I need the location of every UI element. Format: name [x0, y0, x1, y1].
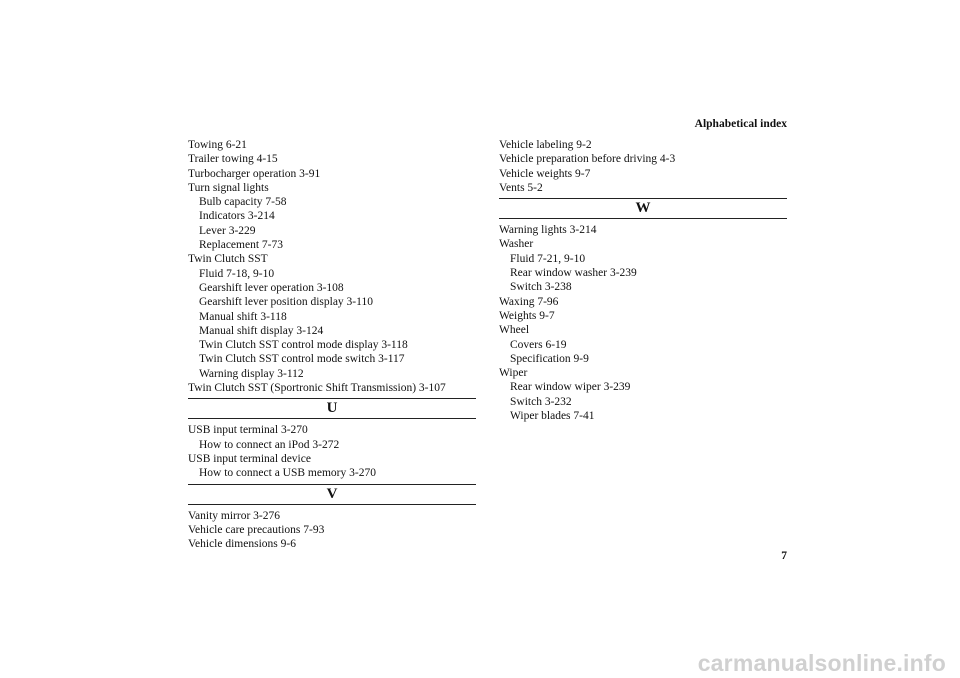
index-entry: USB input terminal device: [188, 452, 311, 465]
index-subentry: How to connect an iPod 3-272: [199, 438, 340, 451]
index-entry: Twin Clutch SST: [188, 253, 268, 266]
index-entry: Weights 9-7: [499, 309, 555, 322]
section-letter: W: [499, 198, 787, 219]
index-entry: Wheel: [499, 324, 530, 337]
index-subentry: How to connect a USB memory 3-270: [199, 467, 376, 480]
index-entry: Waxing 7-96: [499, 295, 559, 308]
watermark-url: carmanualsonline.info: [697, 650, 946, 676]
index-entry: Vehicle care precautions 7-93: [188, 523, 325, 536]
index-entry: Warning lights 3-214: [499, 224, 597, 237]
section-letter: V: [188, 484, 476, 505]
index-subentry: Rear window washer 3-239: [510, 267, 637, 280]
index-subentry: Rear window wiper 3-239: [510, 381, 631, 394]
index-subentry: Lever 3-229: [199, 224, 256, 237]
index-entry: Twin Clutch SST (Sportronic Shift Transmission) 3-107: [188, 382, 446, 395]
index-subentry: Twin Clutch SST control mode switch 3-117: [199, 353, 405, 366]
index-entry: Vanity mirror 3-276: [188, 509, 280, 522]
index-subentry: Specification 9-9: [510, 352, 589, 365]
index-subentry: Manual shift 3-118: [199, 310, 287, 323]
index-subentry: Covers 6-19: [510, 338, 567, 351]
index-entry: Vehicle preparation before driving 4-3: [499, 153, 676, 166]
index-subentry: Manual shift display 3-124: [199, 324, 324, 337]
running-header: Alphabetical index: [694, 118, 787, 130]
index-subentry: Replacement 7-73: [199, 239, 283, 252]
index-subentry: Indicators 3-214: [199, 210, 275, 223]
index-entry: Turbocharger operation 3-91: [188, 167, 321, 180]
index-column-right: [499, 138, 787, 423]
index-entry: Washer: [499, 238, 534, 251]
index-entry: Turn signal lights: [188, 181, 269, 194]
index-subentry: Wiper blades 7-41: [510, 410, 595, 423]
index-entry: Vehicle labeling 9-2: [499, 139, 592, 151]
index-column-left: [188, 138, 476, 551]
page-number: 7: [781, 550, 787, 562]
index-entry: Vehicle weights 9-7: [499, 167, 591, 180]
index-entry: Wiper: [499, 367, 528, 380]
index-subentry: Switch 3-232: [510, 395, 572, 408]
index-subentry: Switch 3-238: [510, 281, 572, 294]
index-subentry: Gearshift lever position display 3-110: [199, 296, 373, 309]
index-entry: Vehicle dimensions 9-6: [188, 538, 296, 551]
section-letter: U: [188, 398, 476, 419]
index-subentry: Fluid 7-18, 9-10: [199, 267, 275, 280]
index-entry: USB input terminal 3-270: [188, 424, 308, 437]
index-entry: Vents 5-2: [499, 181, 543, 194]
index-entry: Trailer towing 4-15: [188, 153, 278, 166]
index-subentry: Gearshift lever operation 3-108: [199, 281, 344, 294]
index-subentry: Twin Clutch SST control mode display 3-118: [199, 339, 408, 352]
index-entry: Towing 6-21: [188, 139, 247, 151]
index-subentry: Fluid 7-21, 9-10: [510, 252, 586, 265]
index-subentry: Warning display 3-112: [199, 367, 304, 380]
index-subentry: Bulb capacity 7-58: [199, 196, 287, 209]
